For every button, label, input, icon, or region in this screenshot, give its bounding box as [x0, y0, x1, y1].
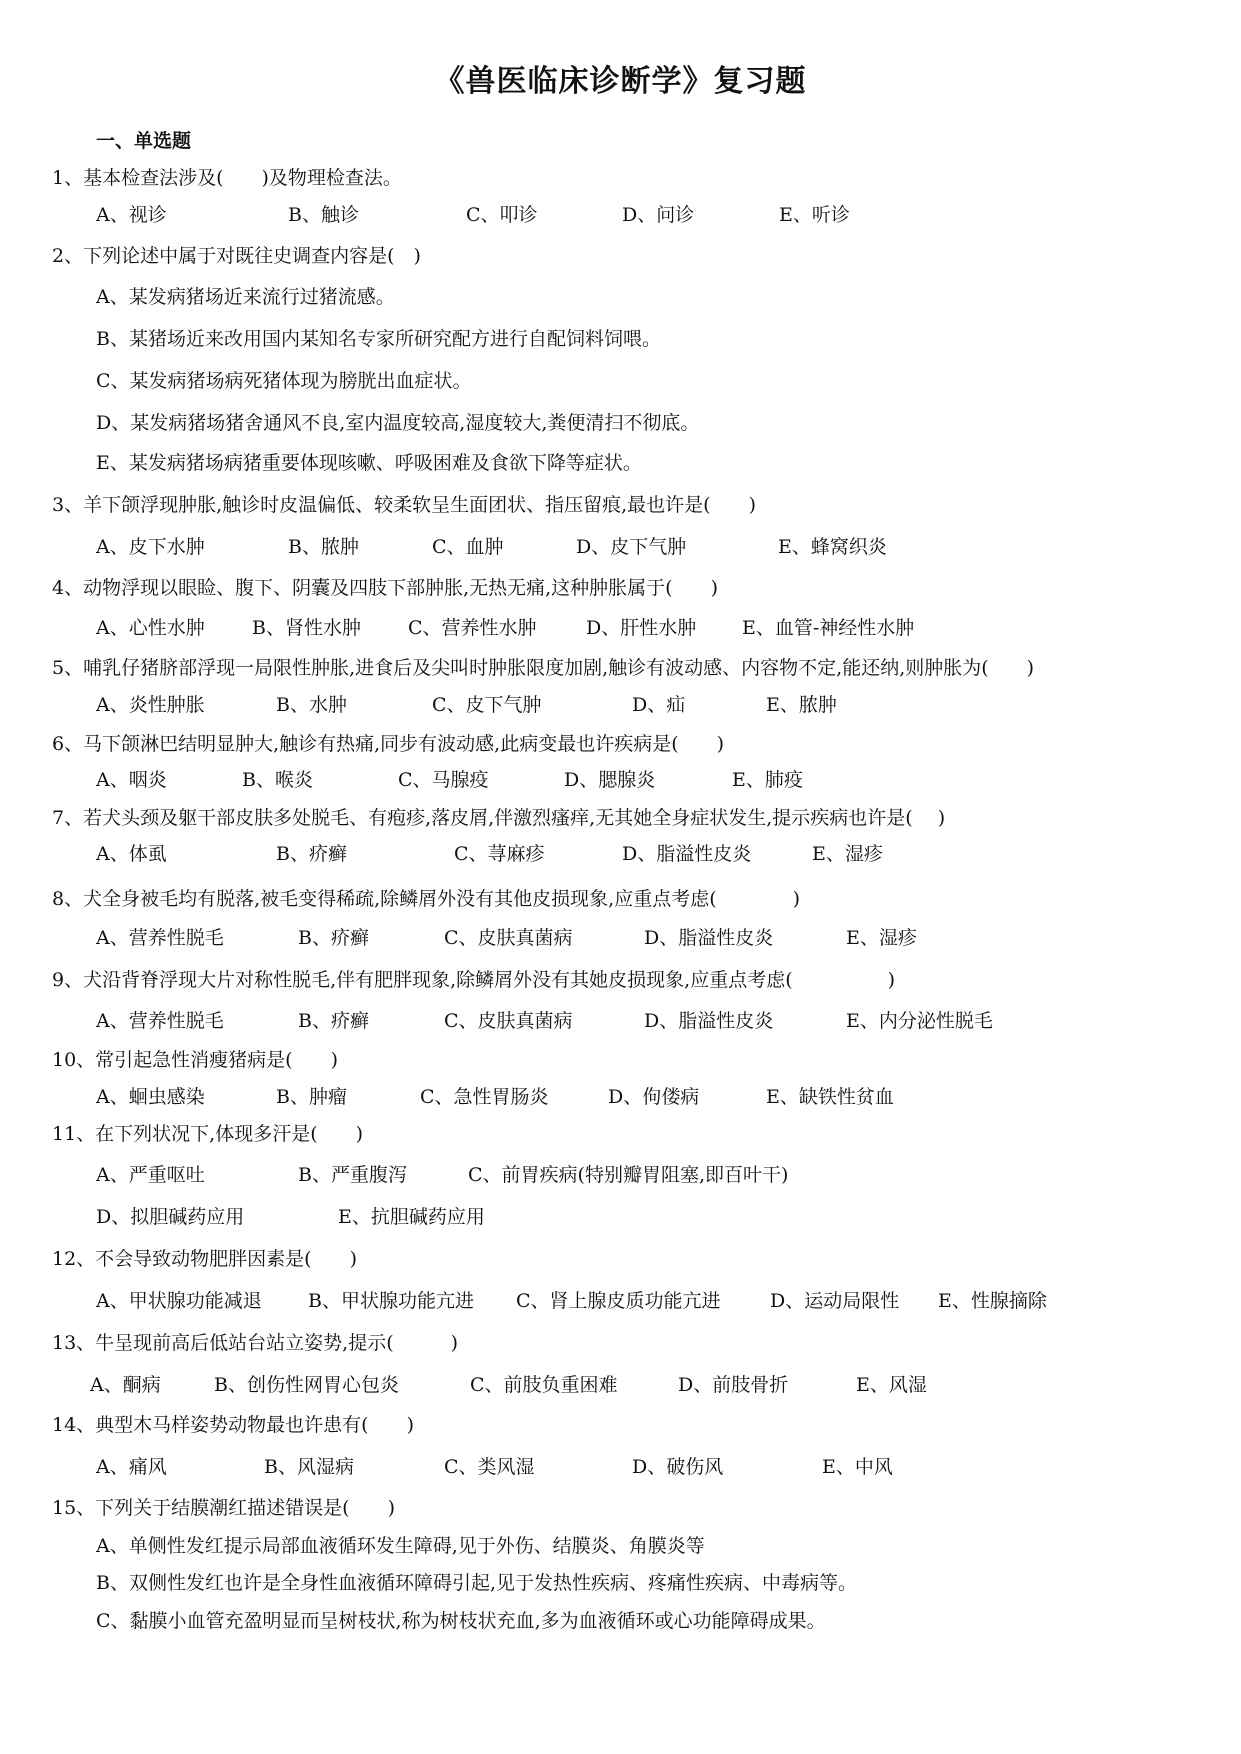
option-c: C、皮肤真菌病: [444, 1010, 573, 1032]
option-d: D、疝: [632, 694, 686, 716]
question-11: 11、在下列状况下,体现多汗是( ): [52, 1123, 364, 1145]
option-c: C、皮肤真菌病: [444, 927, 573, 949]
option-b: B、喉炎: [242, 769, 313, 791]
option-d: D、运动局限性: [770, 1290, 900, 1312]
option-a: A、酮病: [90, 1374, 161, 1396]
option-c: C、类风湿: [444, 1456, 535, 1478]
option-d: D、破伤风: [632, 1456, 724, 1478]
option-a: A、营养性脱毛: [96, 927, 224, 949]
question-4: 4、动物浮现以眼睑、腹下、阴囊及四肢下部肿胀,无热无痛,这种肿胀属于( ): [52, 577, 718, 599]
question-2: 2、下列论述中属于对既往史调查内容是( ): [52, 245, 421, 267]
option-e: E、湿疹: [846, 927, 917, 949]
option-c: C、荨麻疹: [454, 843, 545, 865]
option-a: A、营养性脱毛: [96, 1010, 224, 1032]
option-e: E、风湿: [856, 1374, 927, 1396]
question-9: 9、犬沿背脊浮现大片对称性脱毛,伴有肥胖现象,除鳞屑外没有其她皮损现象,应重点考虑( ): [52, 969, 896, 991]
option-e: E、湿疹: [812, 843, 883, 865]
question-10: 10、常引起急性消瘦猪病是( ): [52, 1049, 339, 1071]
option-d: D、拟胆碱药应用: [96, 1206, 245, 1228]
option-e: E、某发病猪场病猪重要体现咳嗽、呼吸困难及食欲下降等症状。: [96, 452, 642, 474]
option-b: B、严重腹泻: [298, 1164, 407, 1186]
option-a: A、甲状腺功能减退: [96, 1290, 262, 1312]
option-b: B、双侧性发红也许是全身性血液循环障碍引起,见于发热性疾病、疼痛性疾病、中毒病等。: [96, 1572, 858, 1594]
option-e: E、抗胆碱药应用: [338, 1206, 485, 1228]
option-a: A、某发病猪场近来流行过猪流感。: [96, 286, 395, 308]
option-c: C、皮下气肿: [432, 694, 542, 716]
option-d: D、肝性水肿: [586, 617, 697, 639]
option-b: B、脓肿: [288, 536, 359, 558]
option-e: E、中风: [822, 1456, 893, 1478]
question-14: 14、典型木马样姿势动物最也许患有( ): [52, 1414, 415, 1436]
option-e: E、蜂窝织炎: [778, 536, 887, 558]
option-a: A、单侧性发红提示局部血液循环发生障碍,见于外伤、结膜炎、角膜炎等: [96, 1535, 705, 1557]
option-a: A、炎性肿胀: [96, 694, 205, 716]
option-b: B、肿瘤: [276, 1086, 347, 1108]
option-b: B、疥癣: [276, 843, 347, 865]
option-e: E、血管-神经性水肿: [742, 617, 915, 639]
option-c: C、营养性水肿: [408, 617, 537, 639]
option-d: D、脂溢性皮炎: [644, 927, 774, 949]
option-c: C、黏膜小血管充盈明显而呈树枝状,称为树枝状充血,多为血液循环或心功能障碍成果。: [96, 1610, 826, 1632]
option-a: A、皮下水肿: [96, 536, 205, 558]
option-c: C、前胃疾病(特别瓣胃阻塞,即百叶干): [468, 1164, 789, 1186]
option-c: C、某发病猪场病死猪体现为膀胱出血症状。: [96, 370, 472, 392]
question-7: 7、若犬头颈及躯干部皮肤多处脱毛、有疱疹,落皮屑,伴激烈瘙痒,无其她全身症状发生,提示疾病也许是( ): [52, 807, 946, 829]
option-b: B、肾性水肿: [252, 617, 361, 639]
option-d: D、腮腺炎: [564, 769, 656, 791]
option-e: E、脓肿: [766, 694, 837, 716]
option-c: C、前肢负重困难: [470, 1374, 618, 1396]
option-b: B、创伤性网胃心包炎: [214, 1374, 399, 1396]
option-a: A、严重呕吐: [96, 1164, 205, 1186]
question-8: 8、犬全身被毛均有脱落,被毛变得稀疏,除鳞屑外没有其他皮损现象,应重点考虑( ): [52, 888, 801, 910]
option-d: D、前肢骨折: [678, 1374, 789, 1396]
option-b: B、某猪场近来改用国内某知名专家所研究配方进行自配饲料饲喂。: [96, 328, 661, 350]
option-b: B、疥癣: [298, 927, 369, 949]
option-a: A、咽炎: [96, 769, 167, 791]
option-e: E、肺疫: [732, 769, 803, 791]
option-c: C、血肿: [432, 536, 504, 558]
question-6: 6、马下颌淋巴结明显肿大,触诊有热痛,同步有波动感,此病变最也许疾病是( ): [52, 733, 725, 755]
option-a: A、视诊: [96, 204, 167, 226]
question-5: 5、哺乳仔猪脐部浮现一局限性肿胀,进食后及尖叫时肿胀限度加剧,触诊有波动感、内容物不定,能还纳,则肿胀为( ): [52, 657, 1035, 679]
option-c: C、马腺疫: [398, 769, 489, 791]
option-c: C、肾上腺皮质功能亢进: [516, 1290, 721, 1312]
option-d: D、脂溢性皮炎: [644, 1010, 774, 1032]
option-b: B、水肿: [276, 694, 347, 716]
option-c: C、叩诊: [466, 204, 538, 226]
section-heading: 一、单选题: [96, 130, 192, 152]
option-a: A、蛔虫感染: [96, 1086, 205, 1108]
question-1: 1、基本检查法涉及( )及物理检查法。: [52, 167, 402, 189]
option-a: A、痛风: [96, 1456, 167, 1478]
question-15: 15、下列关于结膜潮红描述错误是( ): [52, 1497, 396, 1519]
option-e: E、缺铁性贫血: [766, 1086, 894, 1108]
option-a: A、心性水肿: [96, 617, 205, 639]
option-e: E、内分泌性脱毛: [846, 1010, 993, 1032]
page-title: 《兽医临床诊断学》复习题: [434, 64, 807, 99]
option-d: D、某发病猪场猪舍通风不良,室内温度较高,湿度较大,粪便清扫不彻底。: [96, 412, 700, 434]
option-b: B、触诊: [288, 204, 359, 226]
option-e: E、性腺摘除: [938, 1290, 1047, 1312]
option-d: D、佝偻病: [608, 1086, 700, 1108]
option-e: E、听诊: [779, 204, 850, 226]
option-a: A、体虱: [96, 843, 167, 865]
option-d: D、问诊: [622, 204, 695, 226]
option-b: B、疥癣: [298, 1010, 369, 1032]
question-13: 13、牛呈现前高后低站台站立姿势,提示( ): [52, 1332, 459, 1354]
option-b: B、甲状腺功能亢进: [308, 1290, 474, 1312]
question-12: 12、不会导致动物肥胖因素是( ): [52, 1248, 358, 1270]
option-c: C、急性胃肠炎: [420, 1086, 549, 1108]
question-3: 3、羊下颌浮现肿胀,触诊时皮温偏低、较柔软呈生面团状、指压留痕,最也许是( ): [52, 494, 756, 516]
option-b: B、风湿病: [264, 1456, 354, 1478]
option-d: D、皮下气肿: [576, 536, 687, 558]
option-d: D、脂溢性皮炎: [622, 843, 752, 865]
